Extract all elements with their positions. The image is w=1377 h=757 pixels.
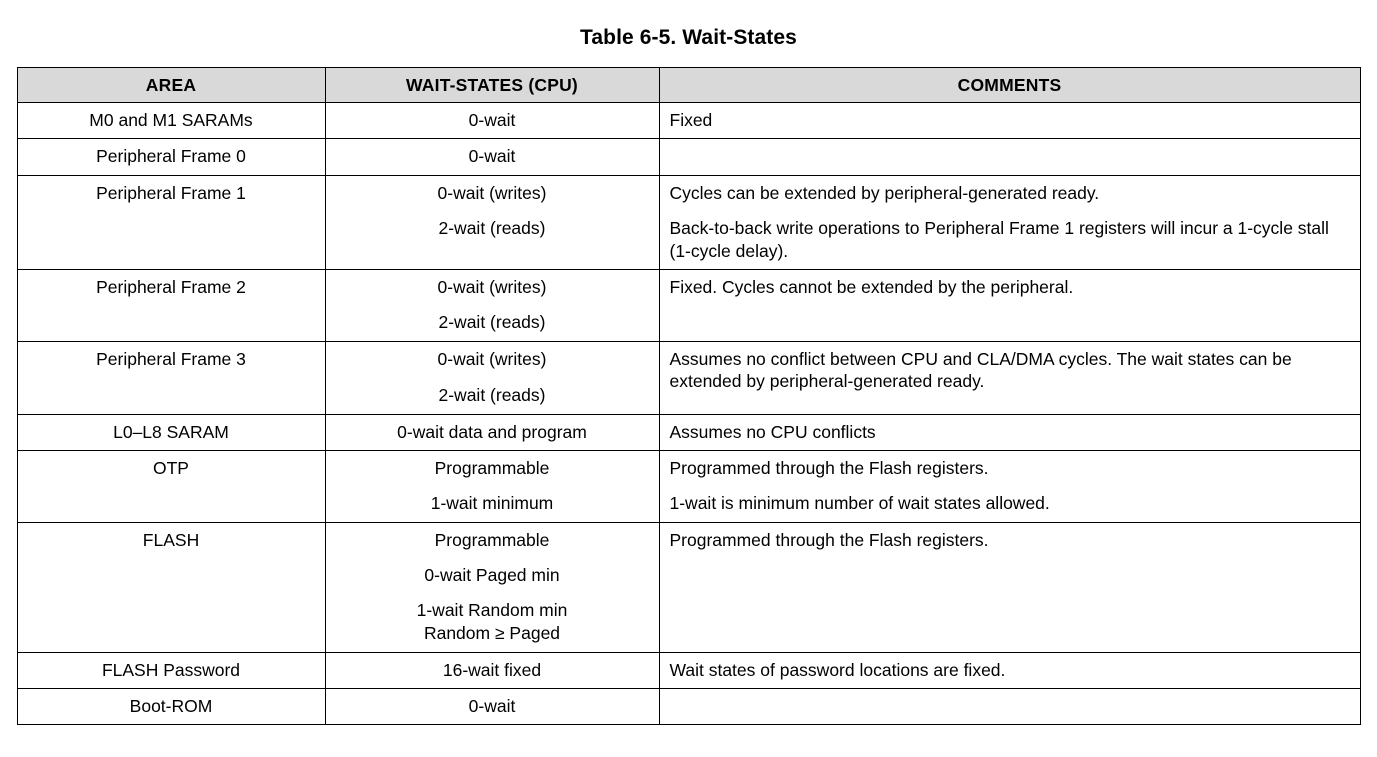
cell-area: M0 and M1 SARAMs (17, 103, 325, 139)
cell-area: Peripheral Frame 1 (17, 175, 325, 269)
table-row (17, 269, 1360, 341)
table-row (17, 522, 1360, 652)
cell-comments: Programmed through the Flash registers. 1-wait is minimum number of wait states allowed. (659, 450, 1360, 522)
table-row (17, 652, 1360, 688)
cell-area: FLASH Password (17, 652, 325, 688)
cell-wait-states: 0-wait (325, 139, 659, 175)
cell-comments: Wait states of password locations are fixed. (659, 652, 1360, 688)
layout-spacer (334, 370, 651, 384)
cell-comments: Cycles can be extended by peripheral-generated ready. Back-to-back write operations to Peripheral Frame 1 registers will incur a 1-cycle stall (1-cycle delay). (659, 175, 1360, 269)
cell-wait-states: 0-wait (writes) 2-wait (reads) (325, 341, 659, 414)
table-row (17, 689, 1360, 725)
table-header-row (17, 68, 1360, 103)
table-row (17, 103, 1360, 139)
cell-area: Boot-ROM (17, 689, 325, 725)
cell-area: FLASH (17, 522, 325, 652)
cell-area: Peripheral Frame 2 (17, 269, 325, 341)
cell-area: Peripheral Frame 3 (17, 341, 325, 414)
cell-area: OTP (17, 450, 325, 522)
column-header-wait-states: WAIT-STATES (CPU) (325, 68, 659, 103)
column-header-area: AREA (17, 68, 325, 103)
cell-comments: Fixed (659, 103, 1360, 139)
cell-wait-states: 0-wait (325, 689, 659, 725)
cell-comments: Assumes no CPU conflicts (659, 414, 1360, 450)
table-row (17, 414, 1360, 450)
cell-wait-states: 0-wait data and program (325, 414, 659, 450)
cell-wait-states: 0-wait (325, 103, 659, 139)
cell-wait-states: 16-wait fixed (325, 652, 659, 688)
cell-area: Peripheral Frame 0 (17, 139, 325, 175)
cell-comments: Assumes no conflict between CPU and CLA/DMA cycles. The wait states can be extended by peripheral-generated ready. (659, 341, 1360, 414)
cell-wait-states: Programmable 1-wait minimum (325, 450, 659, 522)
cell-area: L0–L8 SARAM (17, 414, 325, 450)
cell-comments (659, 689, 1360, 725)
table-title: Table 6-5. Wait-States (580, 26, 797, 49)
cell-comments: Programmed through the Flash registers. (659, 522, 1360, 652)
cell-wait-states: Programmable 0-wait Paged min 1-wait Random min Random ≥ Paged (325, 522, 659, 652)
cell-wait-states: 0-wait (writes) 2-wait (reads) (325, 269, 659, 341)
column-header-comments: COMMENTS (659, 68, 1360, 103)
cell-comments: Fixed. Cycles cannot be extended by the peripheral. (659, 269, 1360, 341)
table-row (17, 175, 1360, 269)
table-row (17, 341, 1360, 414)
cell-wait-states: 0-wait (writes) 2-wait (reads) (325, 175, 659, 269)
cell-comments (659, 139, 1360, 175)
table-row (17, 450, 1360, 522)
wait-states-table (17, 67, 1361, 725)
table-row (17, 139, 1360, 175)
